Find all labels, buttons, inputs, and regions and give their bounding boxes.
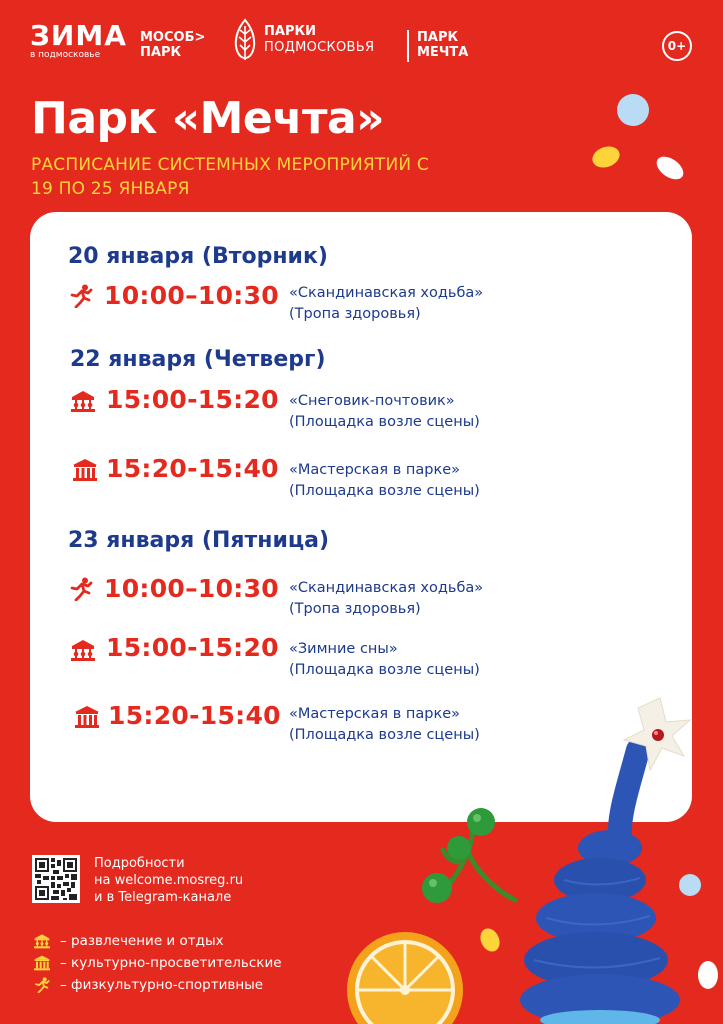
- event-name: «Снеговик-почтовик»: [289, 393, 455, 409]
- legend-label: – физкультурно-спортивные: [60, 977, 264, 993]
- event-name: «Мастерская в парке»: [289, 706, 461, 722]
- age-rating-badge: 0+: [662, 31, 692, 61]
- header: [0, 0, 723, 80]
- event-place: (Площадка возле сцены): [289, 662, 480, 678]
- parks-podmoskovya-logo[interactable]: [232, 18, 374, 62]
- event-time: 15:00-15:20: [106, 633, 279, 662]
- info-link-telegram[interactable]: и в Telegram-канале: [94, 890, 232, 905]
- mechta-logo-line1: ПАРК: [417, 30, 459, 45]
- legend-label: – развлечение и отдых: [60, 933, 224, 949]
- day-heading: 23 января (Пятница): [68, 528, 330, 553]
- event-place: (Тропа здоровья): [289, 306, 421, 322]
- running-person-icon: [68, 577, 94, 601]
- orange-slice-decoration-icon: [345, 930, 465, 1024]
- day-heading: 20 января (Вторник): [68, 244, 328, 269]
- footer-info: [32, 855, 243, 906]
- legend-label: – культурно-просветительские: [60, 955, 282, 971]
- running-person-icon: [32, 977, 52, 993]
- info-text: [94, 855, 243, 906]
- event-place: (Площадка возле сцены): [289, 483, 480, 499]
- event-description: [289, 283, 483, 325]
- page-title: Парк «Мечта»: [31, 93, 385, 144]
- event-description: [289, 639, 480, 681]
- berry-branch-decoration-icon: [415, 800, 525, 910]
- zima-logo[interactable]: [30, 19, 127, 60]
- event-description: [289, 578, 483, 620]
- qr-code[interactable]: [32, 855, 80, 903]
- carousel-icon: [70, 638, 96, 662]
- event-time: 15:20-15:40: [108, 701, 281, 730]
- confetti-decoration-icon: [590, 88, 700, 198]
- event-time: 15:00-15:20: [106, 385, 279, 414]
- day-heading: 22 января (Четверг): [70, 347, 326, 372]
- christmas-tree-decoration-icon: [520, 690, 700, 1024]
- event-time: 10:00–10:30: [104, 574, 279, 603]
- legend-item-entertainment: [32, 930, 282, 952]
- event-place: (Тропа здоровья): [289, 601, 421, 617]
- zima-logo-text: ЗИМА: [30, 19, 127, 52]
- museum-icon: [72, 458, 98, 482]
- page-subtitle: РАСПИСАНИЕ СИСТЕМНЫХ МЕРОПРИЯТИЙ С 19 ПО 25 ЯНВАРЯ: [31, 155, 429, 199]
- parks-logo-line2: ПОДМОСКОВЬЯ: [264, 40, 375, 55]
- museum-icon: [32, 955, 52, 971]
- qr-code-icon: [35, 858, 77, 900]
- event-place: (Площадка возле сцены): [289, 414, 480, 430]
- event-name: «Скандинавская ходьба»: [289, 580, 484, 596]
- parks-logo-line1: ПАРКИ: [264, 24, 316, 39]
- event-name: «Зимние сны»: [289, 641, 398, 657]
- event-name: «Скандинавская ходьба»: [289, 285, 484, 301]
- legend-item-cultural: [32, 952, 282, 974]
- carousel-icon: [32, 933, 52, 949]
- tree-logo-icon: [232, 18, 258, 62]
- legend: [32, 930, 282, 996]
- mechta-logo-line2: МЕЧТА: [417, 45, 469, 60]
- event-description: [289, 460, 480, 502]
- running-person-icon: [68, 284, 94, 308]
- mosobpark-logo[interactable]: [140, 30, 205, 60]
- carousel-icon: [70, 389, 96, 413]
- mosobpark-logo-line1: МОСОБ>: [140, 30, 206, 45]
- event-description: [289, 704, 480, 746]
- park-mechta-logo[interactable]: [417, 30, 468, 60]
- event-time: 15:20-15:40: [106, 454, 279, 483]
- zima-logo-subtext: в подмосковье: [30, 50, 101, 60]
- mosobpark-logo-line2: ПАРК: [140, 45, 182, 60]
- header-divider: [407, 30, 409, 62]
- info-link-website[interactable]: на welcome.mosreg.ru: [94, 873, 244, 888]
- event-name: «Мастерская в парке»: [289, 462, 461, 478]
- event-description: [289, 391, 480, 433]
- info-line: Подробности: [94, 856, 185, 871]
- museum-icon: [74, 705, 100, 729]
- event-time: 10:00–10:30: [104, 281, 279, 310]
- event-place: (Площадка возле сцены): [289, 727, 480, 743]
- legend-item-sports: [32, 974, 282, 996]
